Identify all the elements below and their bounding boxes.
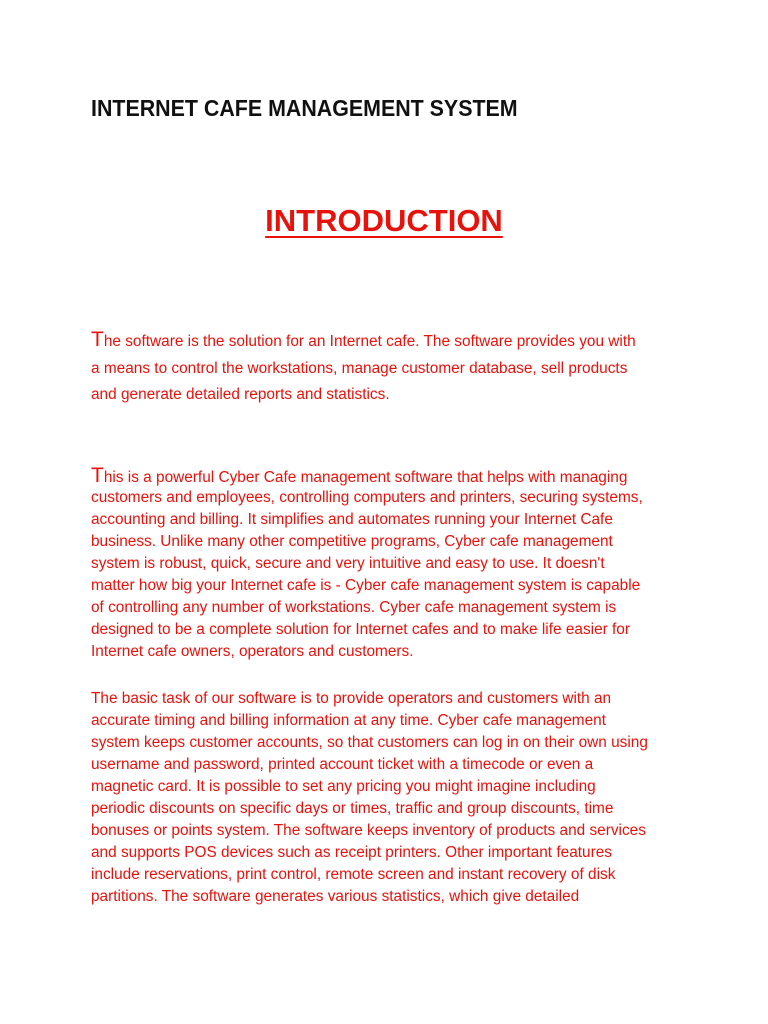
introduction-heading: INTRODUCTION bbox=[265, 203, 503, 238]
paragraph-line: a means to control the workstations, manage customer database, sell products bbox=[91, 360, 628, 377]
paragraph-line: and generate detailed reports and statistics. bbox=[91, 386, 390, 403]
intro-paragraph-3 bbox=[91, 688, 681, 908]
paragraph-line: and supports POS devices such as receipt printers. Other important features bbox=[91, 844, 612, 861]
paragraph-line: The basic task of our software is to provide operators and customers with an bbox=[91, 690, 612, 707]
paragraph-line: This is a powerful Cyber Cafe management software that helps with managing bbox=[91, 464, 628, 487]
paragraph-line: include reservations, print control, remote screen and instant recovery of disk bbox=[91, 866, 616, 883]
paragraph-line: system is robust, quick, secure and very intuitive and easy to use. It doesn't bbox=[91, 555, 605, 572]
drop-cap-letter: T bbox=[91, 464, 104, 487]
paragraph-line: business. Unlike many other competitive programs, Cyber cafe management bbox=[91, 533, 613, 550]
paragraph-line: magnetic card. It is possible to set any pricing you might imagine including bbox=[91, 778, 596, 795]
paragraph-line: designed to be a complete solution for Internet cafes and to make life easier for bbox=[91, 621, 630, 638]
paragraph-line: bonuses or points system. The software keeps inventory of products and services bbox=[91, 822, 646, 839]
document-title: INTERNET CAFE MANAGEMENT SYSTEM bbox=[91, 95, 518, 121]
paragraph-line: accurate timing and billing information at any time. Cyber cafe management bbox=[91, 712, 606, 729]
paragraph-line: matter how big your Internet cafe is - Cyber cafe management system is capable bbox=[91, 577, 641, 594]
paragraph-line: accounting and billing. It simplifies and automates running your Internet Cafe bbox=[91, 511, 613, 528]
paragraph-line: The software is the solution for an Internet cafe. The software provides you with bbox=[91, 328, 636, 351]
paragraph-line: system keeps customer accounts, so that customers can log in on their own using bbox=[91, 734, 648, 751]
paragraph-line: username and password, printed account ticket with a timecode or even a bbox=[91, 756, 594, 773]
paragraph-line: of controlling any number of workstations. Cyber cafe management system is bbox=[91, 599, 617, 616]
drop-cap-letter: T bbox=[91, 328, 104, 351]
paragraph-line: periodic discounts on specific days or times, traffic and group discounts, time bbox=[91, 800, 614, 817]
paragraph-line: Internet cafe owners, operators and customers. bbox=[91, 643, 414, 660]
paragraph-line: partitions. The software generates various statistics, which give detailed bbox=[91, 888, 580, 905]
intro-paragraph-2 bbox=[91, 465, 681, 663]
paragraph-line: customers and employees, controlling computers and printers, securing systems, bbox=[91, 489, 643, 506]
intro-paragraph-1 bbox=[91, 328, 681, 408]
